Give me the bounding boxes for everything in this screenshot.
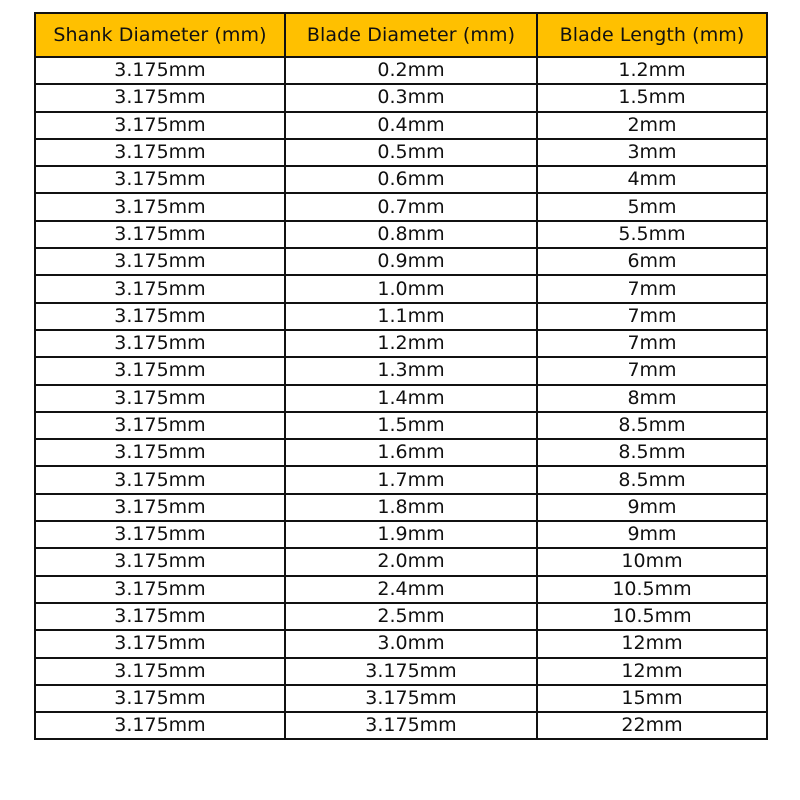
table-cell-shank-diameter: 3.175mm	[35, 548, 285, 575]
table-cell-shank-diameter: 3.175mm	[35, 385, 285, 412]
table-row	[35, 439, 767, 466]
table-cell-blade-diameter: 2.0mm	[285, 548, 537, 575]
table-cell-blade-length: 8.5mm	[537, 439, 767, 466]
table-cell-blade-diameter: 1.9mm	[285, 521, 537, 548]
table-cell-shank-diameter: 3.175mm	[35, 248, 285, 275]
table-cell-blade-diameter: 0.6mm	[285, 166, 537, 193]
table-row	[35, 248, 767, 275]
table-cell-blade-length: 9mm	[537, 494, 767, 521]
table-cell-shank-diameter: 3.175mm	[35, 221, 285, 248]
table-cell-blade-diameter: 1.6mm	[285, 439, 537, 466]
table-cell-blade-length: 7mm	[537, 275, 767, 302]
column-header-blade-diameter: Blade Diameter (mm)	[285, 13, 537, 57]
table-cell-blade-diameter: 1.7mm	[285, 466, 537, 493]
table-cell-shank-diameter: 3.175mm	[35, 521, 285, 548]
table-cell-blade-diameter: 3.175mm	[285, 658, 537, 685]
table-cell-shank-diameter: 3.175mm	[35, 275, 285, 302]
table-cell-blade-length: 4mm	[537, 166, 767, 193]
table-cell-blade-length: 10mm	[537, 548, 767, 575]
table-cell-blade-length: 12mm	[537, 630, 767, 657]
table-cell-blade-diameter: 3.175mm	[285, 712, 537, 739]
table-cell-blade-length: 2mm	[537, 112, 767, 139]
table-cell-blade-length: 10.5mm	[537, 603, 767, 630]
table-cell-blade-diameter: 3.0mm	[285, 630, 537, 657]
table-cell-blade-diameter: 0.5mm	[285, 139, 537, 166]
table-cell-blade-diameter: 0.9mm	[285, 248, 537, 275]
table-cell-shank-diameter: 3.175mm	[35, 139, 285, 166]
table-cell-shank-diameter: 3.175mm	[35, 712, 285, 739]
table-cell-blade-diameter: 0.2mm	[285, 57, 537, 84]
table-row	[35, 139, 767, 166]
table-cell-blade-length: 15mm	[537, 685, 767, 712]
table-cell-blade-length: 7mm	[537, 303, 767, 330]
table-cell-blade-length: 1.5mm	[537, 84, 767, 111]
table-cell-shank-diameter: 3.175mm	[35, 630, 285, 657]
table-cell-shank-diameter: 3.175mm	[35, 357, 285, 384]
table-cell-blade-length: 1.2mm	[537, 57, 767, 84]
table-row	[35, 412, 767, 439]
table-row	[35, 385, 767, 412]
table-cell-shank-diameter: 3.175mm	[35, 439, 285, 466]
table-cell-shank-diameter: 3.175mm	[35, 685, 285, 712]
table-cell-shank-diameter: 3.175mm	[35, 112, 285, 139]
table-cell-blade-diameter: 3.175mm	[285, 685, 537, 712]
table-cell-shank-diameter: 3.175mm	[35, 166, 285, 193]
table-row	[35, 330, 767, 357]
table-body	[35, 57, 767, 739]
spec-table	[34, 12, 768, 740]
table-row	[35, 303, 767, 330]
table-row	[35, 494, 767, 521]
table-cell-blade-length: 10.5mm	[537, 576, 767, 603]
table-cell-blade-length: 5.5mm	[537, 221, 767, 248]
column-header-blade-length: Blade Length (mm)	[537, 13, 767, 57]
table-row	[35, 548, 767, 575]
header-row	[35, 13, 767, 57]
table-row	[35, 221, 767, 248]
column-header-shank-diameter: Shank Diameter (mm)	[35, 13, 285, 57]
table-cell-blade-length: 22mm	[537, 712, 767, 739]
table-cell-blade-diameter: 1.3mm	[285, 357, 537, 384]
table-row	[35, 112, 767, 139]
table-cell-blade-length: 8.5mm	[537, 466, 767, 493]
table-row	[35, 57, 767, 84]
table-cell-blade-length: 9mm	[537, 521, 767, 548]
table-cell-blade-length: 6mm	[537, 248, 767, 275]
table-cell-blade-diameter: 2.4mm	[285, 576, 537, 603]
table-cell-blade-length: 12mm	[537, 658, 767, 685]
table-row	[35, 521, 767, 548]
table-cell-shank-diameter: 3.175mm	[35, 466, 285, 493]
table-row	[35, 357, 767, 384]
table-cell-shank-diameter: 3.175mm	[35, 57, 285, 84]
table-cell-blade-length: 5mm	[537, 193, 767, 220]
table-cell-blade-diameter: 1.8mm	[285, 494, 537, 521]
table-cell-blade-diameter: 0.4mm	[285, 112, 537, 139]
table-cell-blade-length: 8mm	[537, 385, 767, 412]
table-cell-shank-diameter: 3.175mm	[35, 330, 285, 357]
table-row	[35, 84, 767, 111]
table-row	[35, 576, 767, 603]
table-cell-shank-diameter: 3.175mm	[35, 603, 285, 630]
table-cell-blade-diameter: 1.1mm	[285, 303, 537, 330]
table-cell-shank-diameter: 3.175mm	[35, 412, 285, 439]
table-cell-blade-diameter: 1.4mm	[285, 385, 537, 412]
table-row	[35, 685, 767, 712]
table-row	[35, 193, 767, 220]
table-cell-shank-diameter: 3.175mm	[35, 494, 285, 521]
table-row	[35, 466, 767, 493]
table-row	[35, 275, 767, 302]
table-header	[35, 13, 767, 57]
table-row	[35, 603, 767, 630]
table-row	[35, 630, 767, 657]
table-cell-blade-length: 7mm	[537, 330, 767, 357]
table-cell-blade-diameter: 1.0mm	[285, 275, 537, 302]
table-cell-shank-diameter: 3.175mm	[35, 576, 285, 603]
table-cell-shank-diameter: 3.175mm	[35, 303, 285, 330]
table-row	[35, 166, 767, 193]
table-cell-blade-diameter: 0.3mm	[285, 84, 537, 111]
table-cell-shank-diameter: 3.175mm	[35, 658, 285, 685]
table-cell-blade-length: 3mm	[537, 139, 767, 166]
table-cell-blade-diameter: 2.5mm	[285, 603, 537, 630]
table-row	[35, 712, 767, 739]
table-cell-blade-diameter: 1.2mm	[285, 330, 537, 357]
table-cell-shank-diameter: 3.175mm	[35, 193, 285, 220]
table-cell-blade-diameter: 0.8mm	[285, 221, 537, 248]
table-cell-blade-diameter: 1.5mm	[285, 412, 537, 439]
table-cell-blade-length: 8.5mm	[537, 412, 767, 439]
table-row	[35, 658, 767, 685]
table-cell-blade-diameter: 0.7mm	[285, 193, 537, 220]
table-cell-blade-length: 7mm	[537, 357, 767, 384]
table-cell-shank-diameter: 3.175mm	[35, 84, 285, 111]
